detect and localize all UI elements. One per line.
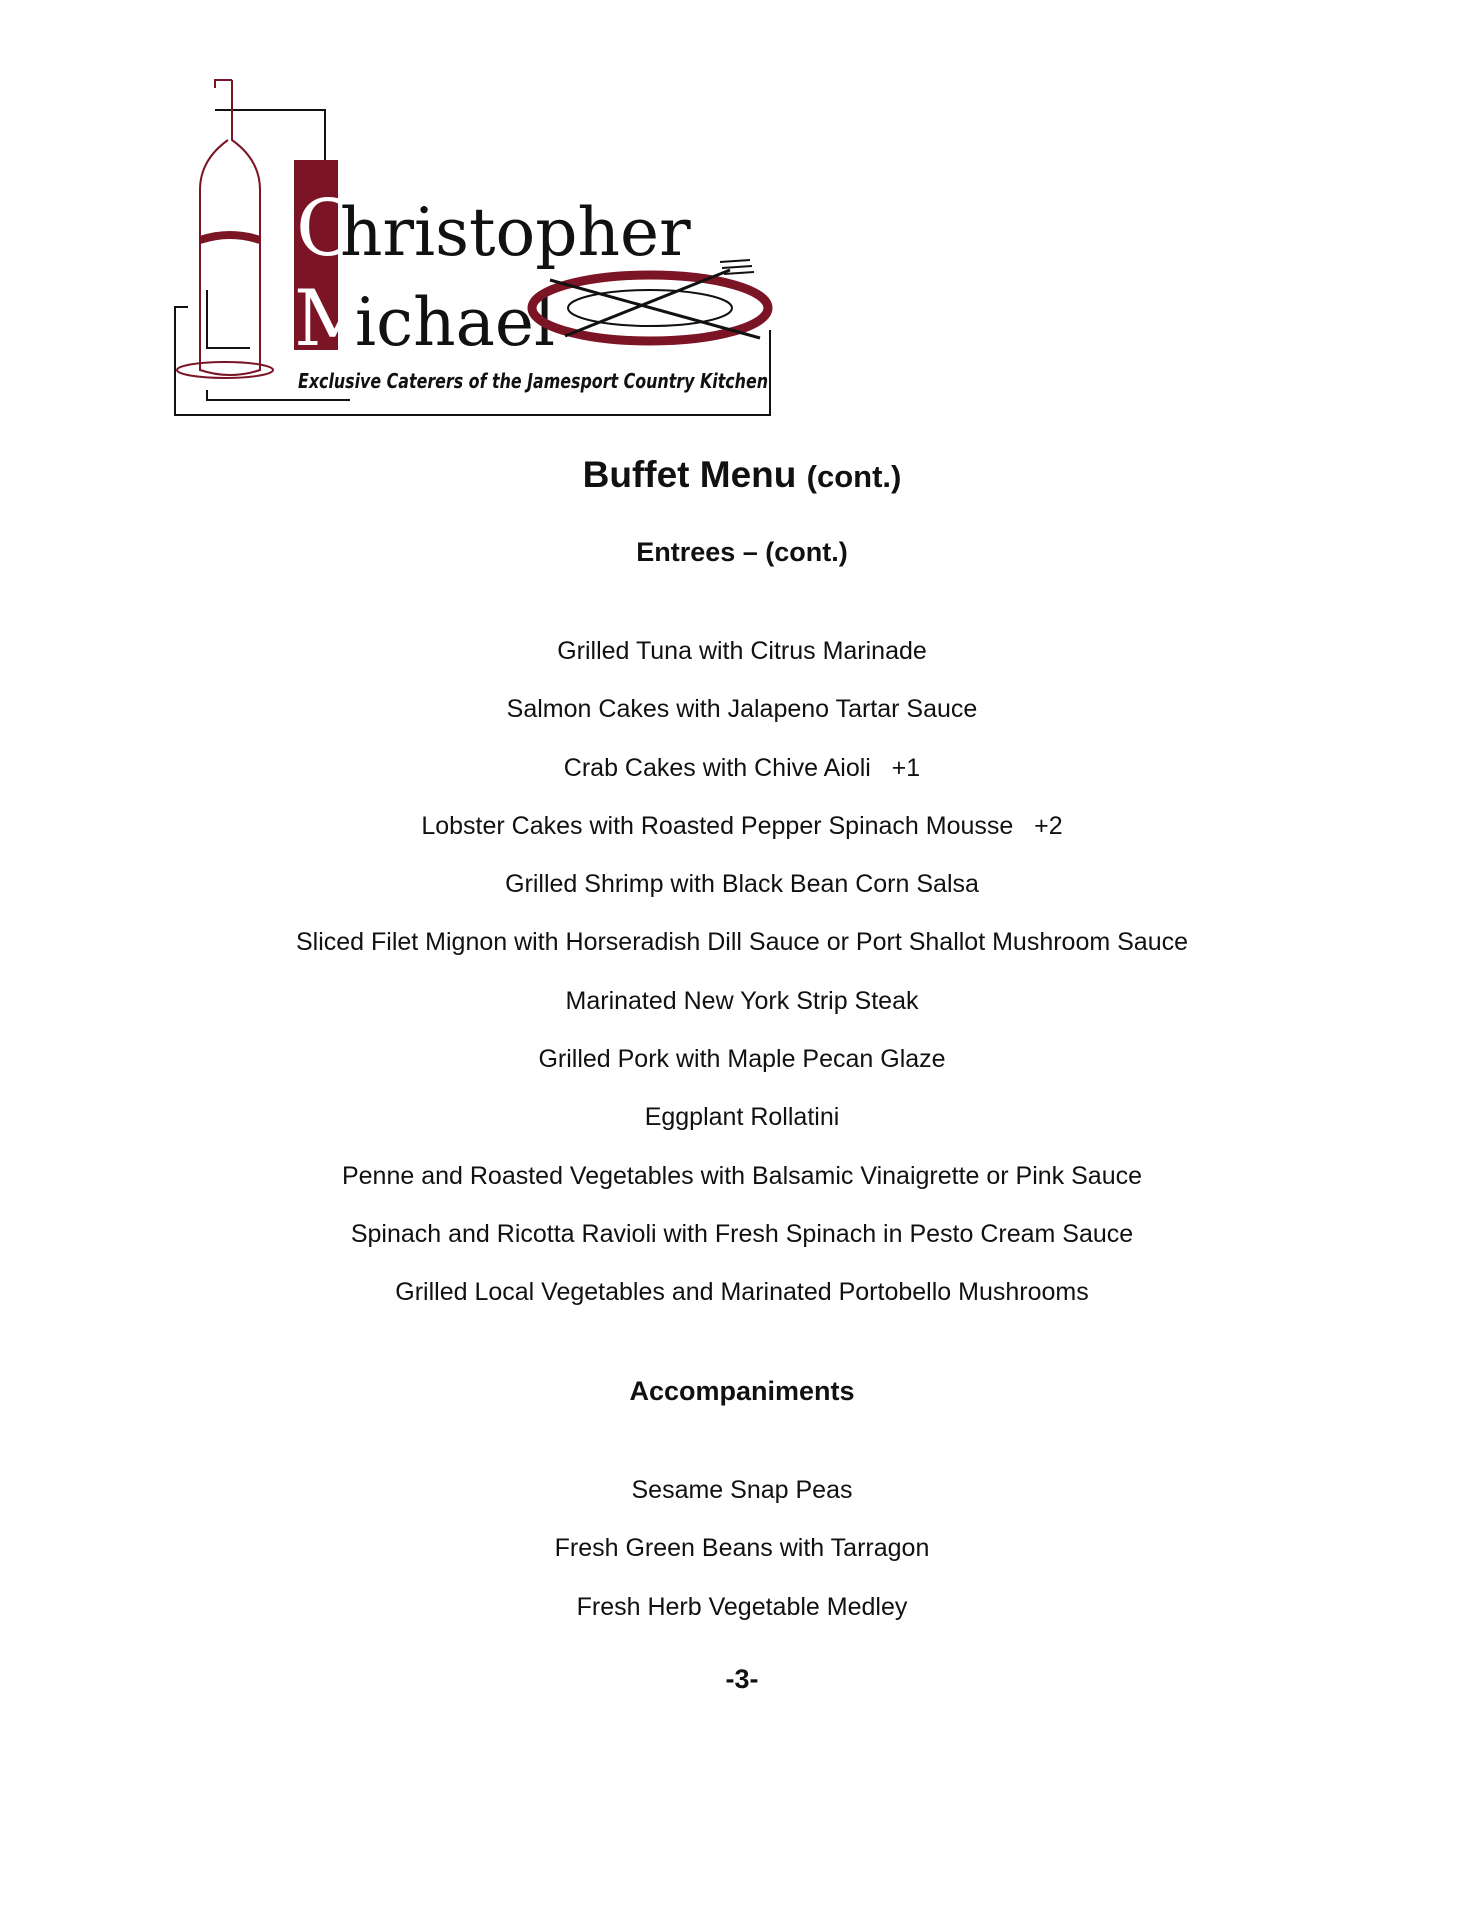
entrees-list <box>0 636 1484 1336</box>
logo-initial-c: C <box>296 184 356 274</box>
menu-item: Spinach and Ricotta Ravioli with Fresh Spinach in Pesto Cream Sauce <box>350 1219 1134 1248</box>
logo-tagline: Exclusive Caterers of the Jamesport Country Kitchen <box>298 369 768 393</box>
plate-icon <box>532 260 768 341</box>
logo-initial-m: M <box>294 274 374 364</box>
menu-item: Grilled Tuna with Citrus Marinade <box>557 637 927 665</box>
menu-item: Grilled Pork with Maple Pecan Glaze <box>538 1045 946 1074</box>
page-title-main: Buffet Menu <box>582 454 797 495</box>
page-title <box>0 452 1484 500</box>
menu-item: Salmon Cakes with Jalapeno Tartar Sauce <box>506 695 978 724</box>
accompaniments-heading: Accompaniments <box>629 1376 855 1406</box>
accompaniments-list <box>0 1475 1484 1650</box>
menu-item: Eggplant Rollatini <box>644 1103 840 1132</box>
menu-item: Grilled Local Vegetables and Marinated Portobello Mushrooms <box>395 1278 1089 1307</box>
logo-line1: hristopher <box>340 194 691 271</box>
menu-item: Sesame Snap Peas <box>631 1476 853 1504</box>
page-number: -3- <box>725 1664 759 1694</box>
company-logo <box>170 80 780 420</box>
wine-bottle-icon <box>177 80 273 378</box>
menu-item: Penne and Roasted Vegetables with Balsamic Vinaigrette or Pink Sauce <box>341 1161 1143 1190</box>
menu-item: Fresh Herb Vegetable Medley <box>576 1592 908 1621</box>
logo-line2: ichael <box>355 284 556 361</box>
page-title-suffix: (cont.) <box>806 459 902 494</box>
entrees-heading: Entrees – (cont.) <box>636 537 848 567</box>
menu-item: Crab Cakes with Chive Aioli +1 <box>563 753 921 782</box>
menu-item: Fresh Green Beans with Tarragon <box>554 1534 930 1563</box>
menu-item: Lobster Cakes with Roasted Pepper Spinach Mousse +2 <box>421 811 1063 840</box>
menu-item: Marinated New York Strip Steak <box>565 986 919 1015</box>
menu-item: Grilled Shrimp with Black Bean Corn Salsa <box>505 870 979 899</box>
menu-item: Sliced Filet Mignon with Horseradish Dill Sauce or Port Shallot Mushroom Sauce <box>295 928 1189 957</box>
